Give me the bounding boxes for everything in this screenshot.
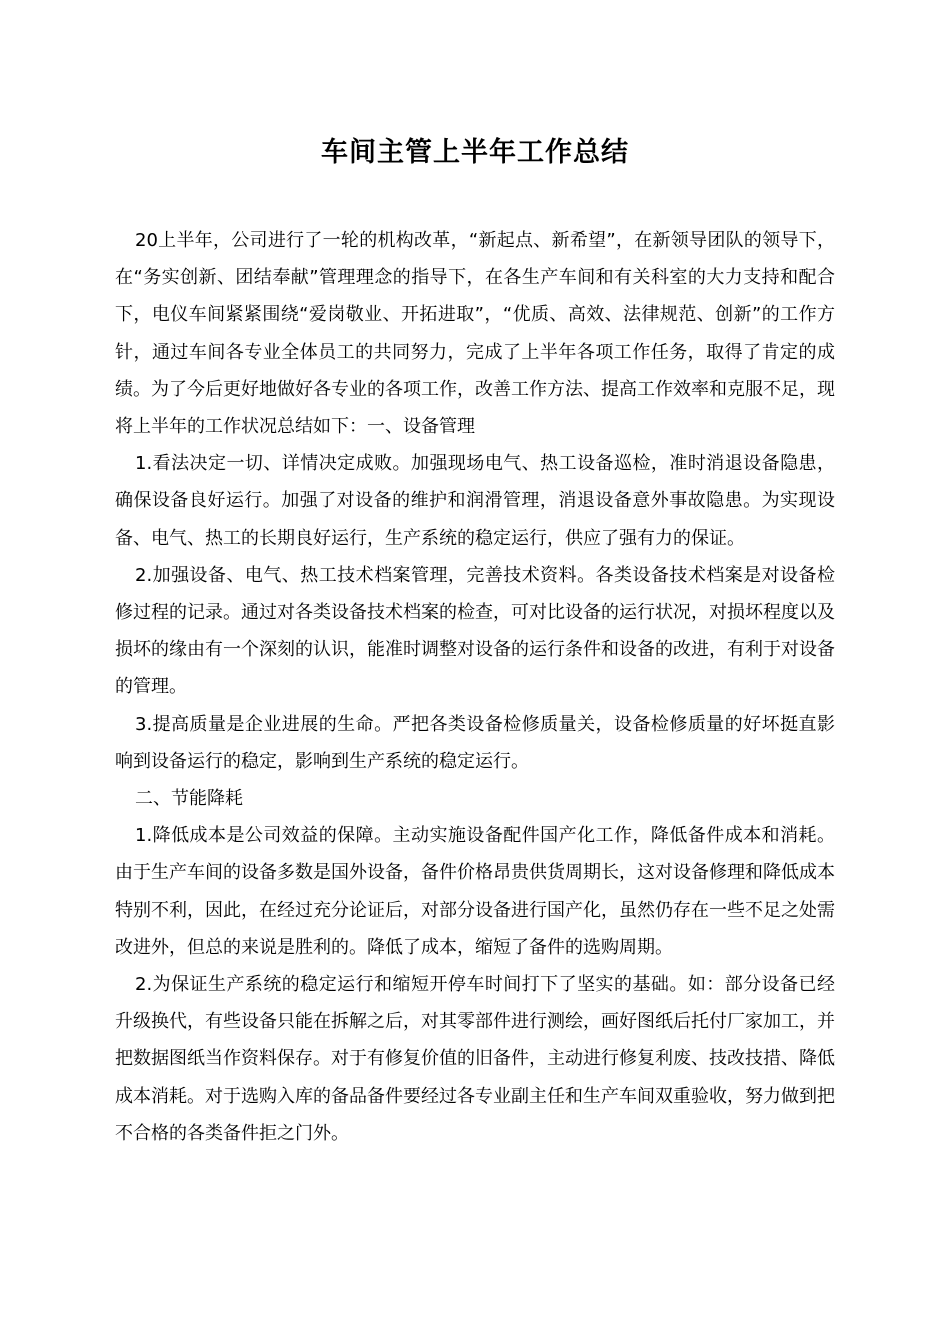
equipment-item-3-paragraph: 3.提高质量是企业进展的生命。严把各类设备检修质量关，设备检修质量的好坏挺直影响到设备运行的稳定，影响到生产系统的稳定运行。	[115, 713, 835, 772]
energy-item-1-paragraph: 1.降低成本是公司效益的保障。主动实施设备配件国产化工作，降低备件成本和消耗。由于生产车间的设备多数是国外设备，备件价格昂贵供货周期长，这对设备修理和降低成本特别不利，因此，在经过充分论证后，对部分设备进行国产化，虽然仍存在一些不足之处需改进外，但总的来说是胜利的。降低了成本，缩短了备件的选购周期。	[115, 825, 835, 958]
equipment-item-1-paragraph: 1.看法决定一切、详情决定成败。加强现场电气、热工设备巡检，准时消退设备隐患，确保设备良好运行。加强了对设备的维护和润滑管理，消退设备意外事故隐患。为实现设备、电气、热工的长期良好运行，生产系统的稳定运行，供应了强有力的保证。	[115, 453, 835, 549]
energy-item-2-paragraph: 2.为保证生产系统的稳定运行和缩短开停车时间打下了坚实的基础。如：部分设备已经升级换代，有些设备只能在拆解之后，对其零部件进行测绘，画好图纸后托付厂家加工，并把数据图纸当作资料保存。对于有修复价值的旧备件，主动进行修复利废、技改技措、降低成本消耗。对于选购入库的备品备件要经过各专业副主任和生产车间双重验收，努力做到把不合格的各类备件拒之门外。	[115, 974, 835, 1144]
section-heading-energy-saving: 二、节能降耗	[135, 788, 243, 810]
intro-paragraph: 20上半年，公司进行了一轮的机构改革，“新起点、新希望”，在新领导团队的领导下，在“务实创新、团结奉献”管理理念的指导下，在各生产车间和有关科室的大力支持和配合下，电仪车间紧紧围绕“爱岗敬业、开拓进取”，“优质、高效、法律规范、创新”的工作方针，通过车间各专业全体员工的共同努力，完成了上半年各项工作任务，取得了肯定的成绩。为了今后更好地做好各专业的各项工作，改善工作方法、提高工作效率和克服不足，现将上半年的工作状况总结如下：一、设备管理	[115, 230, 835, 438]
document-title: 车间主管上半年工作总结	[321, 137, 629, 168]
document-body	[115, 222, 835, 1152]
equipment-item-2-paragraph: 2.加强设备、电气、热工技术档案管理，完善技术资料。各类设备技术档案是对设备检修过程的记录。通过对各类设备技术档案的检查，可对比设备的运行状况，对损坏程度以及损坏的缘由有一个深刻的认识，能准时调整对设备的运行条件和设备的改进，有利于对设备的管理。	[115, 564, 835, 698]
